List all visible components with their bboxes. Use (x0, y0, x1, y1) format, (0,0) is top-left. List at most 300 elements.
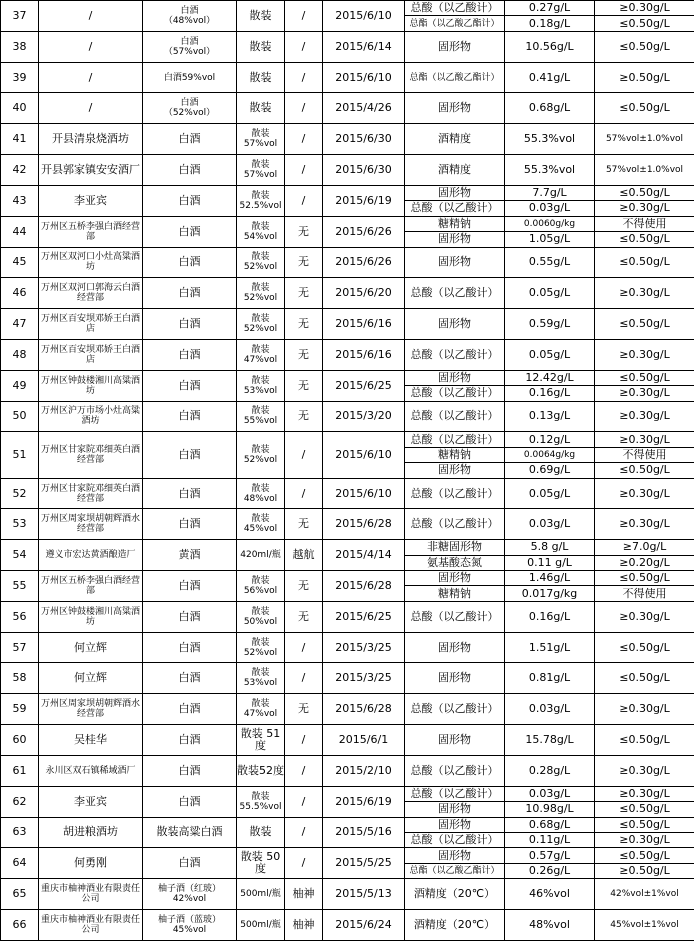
test-item-cell: 总酸（以乙酸计） (405, 432, 505, 447)
brand-name-cell: 无 (285, 339, 323, 370)
test-item-cell: 总酸（以乙酸计） (405, 755, 505, 786)
table-row (1, 694, 694, 725)
test-result-cell: 0.26g/L (505, 863, 595, 878)
table-row (1, 879, 694, 910)
test-result-cell: 5.8 g/L (505, 540, 595, 555)
test-standard-cell: 45%vol±1%vol (595, 909, 694, 940)
test-standard-cell: ≥0.30g/L (595, 339, 694, 370)
test-item-cell: 总酸（以乙酸计） (405, 478, 505, 509)
row-number-cell: 64 (1, 848, 39, 879)
row-number-cell: 39 (1, 62, 39, 93)
product-spec-cell: 散装52度 (237, 755, 285, 786)
test-item-cell: 固形物 (405, 802, 505, 817)
product-name-cell: 白酒 (143, 432, 237, 478)
row-number-cell: 38 (1, 31, 39, 62)
test-standard-cell: ≤0.50g/L (595, 725, 694, 756)
test-standard-cell: ≤0.50g/L (595, 370, 694, 385)
test-item-cell: 固形物 (405, 93, 505, 124)
test-standard-cell: ≤0.50g/L (595, 93, 694, 124)
test-standard-cell: ≥0.20g/L (595, 555, 694, 570)
test-item-cell: 固形物 (405, 370, 505, 385)
table-row (1, 540, 694, 555)
company-name-cell: 万州区甘家院邓细英白酒经营部 (39, 432, 143, 478)
table-row (1, 309, 694, 340)
product-name-cell: 柚子酒（蓝玻）45%vol (143, 909, 237, 940)
test-result-cell: 48%vol (505, 909, 595, 940)
product-name-cell: 白酒 (143, 848, 237, 879)
brand-name-cell: 无 (285, 278, 323, 309)
brand-name-cell: / (285, 155, 323, 186)
row-number-cell: 45 (1, 247, 39, 278)
test-result-cell: 0.03g/L (505, 201, 595, 216)
test-item-cell: 总酸（以乙酸计） (405, 339, 505, 370)
test-standard-cell: ≤0.50g/L (595, 663, 694, 694)
product-name-cell: 白酒 （52%vol） (143, 93, 237, 124)
test-result-cell: 0.11g/L (505, 832, 595, 847)
test-item-cell: 总酸（以乙酸计） (405, 401, 505, 432)
row-number-cell: 56 (1, 601, 39, 632)
brand-name-cell: / (285, 663, 323, 694)
company-name-cell: 万州区双河口郭海云白酒经营部 (39, 278, 143, 309)
production-date-cell: 2015/6/28 (323, 571, 405, 602)
table-row (1, 278, 694, 309)
production-date-cell: 2015/4/26 (323, 93, 405, 124)
test-standard-cell: ≥0.30g/L (595, 278, 694, 309)
test-result-cell: 0.11 g/L (505, 555, 595, 570)
row-number-cell: 57 (1, 632, 39, 663)
table-row (1, 124, 694, 155)
product-name-cell: 白酒 (143, 663, 237, 694)
test-item-cell: 总酸（以乙酸计） (405, 786, 505, 801)
brand-name-cell: / (285, 786, 323, 817)
test-result-cell: 15.78g/L (505, 725, 595, 756)
test-result-cell: 0.68g/L (505, 817, 595, 832)
brand-name-cell: 无 (285, 216, 323, 247)
test-standard-cell: ≥0.50g/L (595, 863, 694, 878)
product-spec-cell: 散装 (237, 31, 285, 62)
product-spec-cell: 散装 52%vol (237, 278, 285, 309)
test-result-cell: 46%vol (505, 879, 595, 910)
row-number-cell: 47 (1, 309, 39, 340)
table-row (1, 848, 694, 863)
product-spec-cell: 散装 50%vol (237, 601, 285, 632)
product-spec-cell: 散装 (237, 1, 285, 32)
test-item-cell: 总酸（以乙酸计） (405, 278, 505, 309)
product-name-cell: 白酒59%vol (143, 62, 237, 93)
test-result-cell: 0.41g/L (505, 62, 595, 93)
table-row (1, 155, 694, 186)
test-item-cell: 总酸（以乙酸计） (405, 832, 505, 847)
product-name-cell: 白酒 (143, 601, 237, 632)
table-row (1, 401, 694, 432)
test-item-cell: 氨基酸态氮 (405, 555, 505, 570)
product-name-cell: 白酒 (143, 339, 237, 370)
production-date-cell: 2015/6/16 (323, 309, 405, 340)
test-standard-cell: 57%vol±1.0%vol (595, 124, 694, 155)
row-number-cell: 65 (1, 879, 39, 910)
table-row (1, 478, 694, 509)
production-date-cell: 2015/5/13 (323, 879, 405, 910)
product-name-cell: 柚子酒（红玻）42%vol (143, 879, 237, 910)
brand-name-cell: / (285, 755, 323, 786)
product-name-cell: 白酒 (143, 755, 237, 786)
row-number-cell: 55 (1, 571, 39, 602)
test-result-cell: 0.55g/L (505, 247, 595, 278)
test-item-cell: 固形物 (405, 725, 505, 756)
test-standard-cell: ≤0.50g/L (595, 802, 694, 817)
company-name-cell: / (39, 31, 143, 62)
brand-name-cell: / (285, 817, 323, 848)
table-row (1, 571, 694, 586)
product-spec-cell: 散装 48%vol (237, 478, 285, 509)
product-name-cell: 白酒 （48%vol） (143, 1, 237, 32)
test-standard-cell: ≥0.30g/L (595, 432, 694, 447)
product-name-cell: 白酒 (143, 509, 237, 540)
brand-name-cell: 无 (285, 694, 323, 725)
test-standard-cell: ≥0.30g/L (595, 755, 694, 786)
row-number-cell: 52 (1, 478, 39, 509)
table-row (1, 185, 694, 200)
test-item-cell: 非糖固形物 (405, 540, 505, 555)
test-item-cell: 糖精钠 (405, 447, 505, 462)
production-date-cell: 2015/3/25 (323, 632, 405, 663)
table-body (1, 1, 694, 941)
product-spec-cell: 散装 56%vol (237, 571, 285, 602)
test-item-cell: 总酯（以乙酸乙酯计） (405, 16, 505, 31)
product-name-cell: 白酒 (143, 155, 237, 186)
brand-name-cell: / (285, 848, 323, 879)
production-date-cell: 2015/5/25 (323, 848, 405, 879)
test-standard-cell: ≤0.50g/L (595, 247, 694, 278)
table-row (1, 216, 694, 231)
company-name-cell: 万州区沪万市场小灶高粱酒坊 (39, 401, 143, 432)
test-standard-cell: ≥0.30g/L (595, 509, 694, 540)
test-item-cell: 总酸（以乙酸计） (405, 201, 505, 216)
test-result-cell: 55.3%vol (505, 124, 595, 155)
row-number-cell: 46 (1, 278, 39, 309)
product-spec-cell: 散装 55.5%vol (237, 786, 285, 817)
test-item-cell: 固形物 (405, 232, 505, 247)
production-date-cell: 2015/6/28 (323, 509, 405, 540)
row-number-cell: 54 (1, 540, 39, 571)
product-name-cell: 白酒 (143, 401, 237, 432)
row-number-cell: 41 (1, 124, 39, 155)
table-row (1, 432, 694, 447)
test-standard-cell: ≥7.0g/L (595, 540, 694, 555)
test-item-cell: 总酸（以乙酸计） (405, 386, 505, 401)
product-name-cell: 白酒 (143, 278, 237, 309)
test-standard-cell: ≤0.50g/L (595, 232, 694, 247)
company-name-cell: 何立辉 (39, 663, 143, 694)
brand-name-cell: / (285, 1, 323, 32)
row-number-cell: 53 (1, 509, 39, 540)
product-spec-cell: 散装 52%vol (237, 632, 285, 663)
company-name-cell: 重庆市柚神酒业有限责任公司 (39, 879, 143, 910)
company-name-cell: 万州区百安坝邓娇王白酒店 (39, 339, 143, 370)
row-number-cell: 42 (1, 155, 39, 186)
production-date-cell: 2015/6/24 (323, 909, 405, 940)
table-row (1, 93, 694, 124)
test-standard-cell: ≥0.30g/L (595, 386, 694, 401)
company-name-cell: 李亚宾 (39, 786, 143, 817)
test-standard-cell: ≤0.50g/L (595, 463, 694, 478)
row-number-cell: 43 (1, 185, 39, 216)
test-standard-cell: 不得使用 (595, 447, 694, 462)
product-name-cell: 黄酒 (143, 540, 237, 571)
test-item-cell: 固形物 (405, 571, 505, 586)
product-spec-cell: 500ml/瓶 (237, 879, 285, 910)
company-name-cell: 万州区周家坝胡朝辉酒水经营部 (39, 509, 143, 540)
test-standard-cell: ≥0.30g/L (595, 832, 694, 847)
test-item-cell: 总酯（以乙酸乙酯计） (405, 863, 505, 878)
table-row (1, 632, 694, 663)
company-name-cell: 万州区甘家院邓细英白酒经营部 (39, 478, 143, 509)
product-name-cell: 白酒 （57%vol） (143, 31, 237, 62)
company-name-cell: 遵义市宏达黄酒酿造厂 (39, 540, 143, 571)
brand-name-cell: 无 (285, 247, 323, 278)
brand-name-cell: / (285, 185, 323, 216)
row-number-cell: 50 (1, 401, 39, 432)
test-result-cell: 0.0064g/kg (505, 447, 595, 462)
row-number-cell: 58 (1, 663, 39, 694)
company-name-cell: 万州区钟鼓楼湘川高粱酒坊 (39, 601, 143, 632)
test-standard-cell: ≤0.50g/L (595, 31, 694, 62)
test-standard-cell: 57%vol±1.0%vol (595, 155, 694, 186)
test-result-cell: 0.16g/L (505, 601, 595, 632)
test-standard-cell: ≤0.50g/L (595, 848, 694, 863)
product-spec-cell: 散装 57%vol (237, 124, 285, 155)
company-name-cell: / (39, 62, 143, 93)
test-result-cell: 0.81g/L (505, 663, 595, 694)
brand-name-cell: 柚神 (285, 909, 323, 940)
table-row (1, 786, 694, 801)
production-date-cell: 2015/6/28 (323, 694, 405, 725)
product-name-cell: 白酒 (143, 694, 237, 725)
table-row (1, 509, 694, 540)
test-result-cell: 10.56g/L (505, 31, 595, 62)
test-standard-cell: 不得使用 (595, 216, 694, 231)
product-name-cell: 散装高粱白酒 (143, 817, 237, 848)
table-row (1, 601, 694, 632)
company-name-cell: 开县清泉烧酒坊 (39, 124, 143, 155)
test-result-cell: 0.12g/L (505, 432, 595, 447)
test-standard-cell: ≥0.30g/L (595, 201, 694, 216)
production-date-cell: 2015/6/10 (323, 478, 405, 509)
row-number-cell: 48 (1, 339, 39, 370)
production-date-cell: 2015/6/19 (323, 786, 405, 817)
company-name-cell: 万州区百安坝邓娇王白酒店 (39, 309, 143, 340)
row-number-cell: 63 (1, 817, 39, 848)
test-standard-cell: ≤0.50g/L (595, 185, 694, 200)
test-item-cell: 糖精钠 (405, 216, 505, 231)
test-item-cell: 总酸（以乙酸计） (405, 509, 505, 540)
test-result-cell: 0.05g/L (505, 339, 595, 370)
brand-name-cell: 无 (285, 370, 323, 401)
test-standard-cell: ≥0.30g/L (595, 1, 694, 16)
table-row (1, 725, 694, 756)
product-spec-cell: 散装 53%vol (237, 370, 285, 401)
table-row (1, 1, 694, 16)
test-standard-cell: ≤0.50g/L (595, 571, 694, 586)
product-spec-cell: 420ml/瓶 (237, 540, 285, 571)
test-standard-cell: ≥0.50g/L (595, 62, 694, 93)
test-standard-cell: ≤0.50g/L (595, 16, 694, 31)
test-result-cell: 0.27g/L (505, 1, 595, 16)
test-result-cell: 0.017g/kg (505, 586, 595, 601)
company-name-cell: 万州区钟鼓楼湘川高粱酒坊 (39, 370, 143, 401)
product-name-cell: 白酒 (143, 478, 237, 509)
product-name-cell: 白酒 (143, 786, 237, 817)
production-date-cell: 2015/6/1 (323, 725, 405, 756)
production-date-cell: 2015/6/30 (323, 155, 405, 186)
test-item-cell: 总酸（以乙酸计） (405, 694, 505, 725)
test-item-cell: 总酸（以乙酸计） (405, 1, 505, 16)
test-standard-cell: ≤0.50g/L (595, 632, 694, 663)
brand-name-cell: / (285, 725, 323, 756)
test-result-cell: 55.3%vol (505, 155, 595, 186)
product-spec-cell: 散装 52%vol (237, 309, 285, 340)
production-date-cell: 2015/6/10 (323, 432, 405, 478)
product-name-cell: 白酒 (143, 370, 237, 401)
product-name-cell: 白酒 (143, 725, 237, 756)
production-date-cell: 2015/2/10 (323, 755, 405, 786)
product-spec-cell: 散装 50度 (237, 848, 285, 879)
row-number-cell: 61 (1, 755, 39, 786)
company-name-cell: 何立辉 (39, 632, 143, 663)
company-name-cell: 万州区五桥李强白酒经营部 (39, 571, 143, 602)
production-date-cell: 2015/6/14 (323, 31, 405, 62)
test-result-cell: 0.68g/L (505, 93, 595, 124)
brand-name-cell: 无 (285, 571, 323, 602)
test-item-cell: 固形物 (405, 632, 505, 663)
test-result-cell: 0.03g/L (505, 786, 595, 801)
brand-name-cell: / (285, 93, 323, 124)
test-result-cell: 1.51g/L (505, 632, 595, 663)
test-result-cell: 0.05g/L (505, 278, 595, 309)
table-row (1, 339, 694, 370)
production-date-cell: 2015/6/19 (323, 185, 405, 216)
company-name-cell: 永川区双石镇稀域酒厂 (39, 755, 143, 786)
test-result-cell: 0.69g/L (505, 463, 595, 478)
company-name-cell: 何勇刚 (39, 848, 143, 879)
table-row (1, 247, 694, 278)
brand-name-cell: 越航 (285, 540, 323, 571)
product-spec-cell: 散装 54%vol (237, 216, 285, 247)
production-date-cell: 2015/6/16 (323, 339, 405, 370)
brand-name-cell: 无 (285, 601, 323, 632)
production-date-cell: 2015/4/14 (323, 540, 405, 571)
production-date-cell: 2015/6/10 (323, 1, 405, 32)
row-number-cell: 44 (1, 216, 39, 247)
test-result-cell: 0.18g/L (505, 16, 595, 31)
test-item-cell: 固形物 (405, 817, 505, 832)
product-spec-cell: 散装 52%vol (237, 247, 285, 278)
product-spec-cell: 散装 47%vol (237, 339, 285, 370)
company-name-cell: 万州区五桥李强白酒经营部 (39, 216, 143, 247)
row-number-cell: 40 (1, 93, 39, 124)
product-name-cell: 白酒 (143, 309, 237, 340)
production-date-cell: 2015/6/25 (323, 370, 405, 401)
product-name-cell: 白酒 (143, 632, 237, 663)
company-name-cell: 胡进粮酒坊 (39, 817, 143, 848)
test-item-cell: 总酸（以乙酸计） (405, 601, 505, 632)
company-name-cell: / (39, 1, 143, 32)
table-row (1, 755, 694, 786)
production-date-cell: 2015/3/20 (323, 401, 405, 432)
product-spec-cell: 散装 55%vol (237, 401, 285, 432)
product-name-cell: 白酒 (143, 571, 237, 602)
company-name-cell: 万州区双河口小灶高粱酒坊 (39, 247, 143, 278)
test-result-cell: 0.05g/L (505, 478, 595, 509)
test-result-cell: 0.57g/L (505, 848, 595, 863)
test-result-cell: 1.46g/L (505, 571, 595, 586)
test-result-cell: 0.03g/L (505, 694, 595, 725)
test-result-cell: 0.03g/L (505, 509, 595, 540)
product-spec-cell: 散装 57%vol (237, 155, 285, 186)
row-number-cell: 51 (1, 432, 39, 478)
test-result-cell: 0.16g/L (505, 386, 595, 401)
row-number-cell: 66 (1, 909, 39, 940)
product-spec-cell: 散装 (237, 62, 285, 93)
test-item-cell: 固形物 (405, 31, 505, 62)
product-spec-cell: 散装 45%vol (237, 509, 285, 540)
test-result-cell: 0.59g/L (505, 309, 595, 340)
row-number-cell: 60 (1, 725, 39, 756)
brand-name-cell: / (285, 632, 323, 663)
test-item-cell: 酒精度 (405, 155, 505, 186)
test-item-cell: 酒精度 (405, 124, 505, 155)
production-date-cell: 2015/6/26 (323, 216, 405, 247)
brand-name-cell: / (285, 62, 323, 93)
company-name-cell: 重庆市柚神酒业有限责任公司 (39, 909, 143, 940)
test-item-cell: 固形物 (405, 463, 505, 478)
brand-name-cell: / (285, 478, 323, 509)
product-spec-cell: 散装 (237, 817, 285, 848)
test-result-cell: 0.13g/L (505, 401, 595, 432)
product-spec-cell: 散装 51度 (237, 725, 285, 756)
test-item-cell: 糖精钠 (405, 586, 505, 601)
product-spec-cell: 散装 53%vol (237, 663, 285, 694)
brand-name-cell: 无 (285, 309, 323, 340)
test-standard-cell: 不得使用 (595, 586, 694, 601)
company-name-cell: 吴桂华 (39, 725, 143, 756)
test-item-cell: 固形物 (405, 309, 505, 340)
test-result-cell: 10.98g/L (505, 802, 595, 817)
test-item-cell: 固形物 (405, 185, 505, 200)
row-number-cell: 49 (1, 370, 39, 401)
brand-name-cell: / (285, 432, 323, 478)
row-number-cell: 59 (1, 694, 39, 725)
brand-name-cell: / (285, 31, 323, 62)
test-standard-cell: ≥0.30g/L (595, 478, 694, 509)
test-standard-cell: ≤0.50g/L (595, 817, 694, 832)
company-name-cell: 万州区周家坝胡朝辉酒水经营部 (39, 694, 143, 725)
table-row (1, 62, 694, 93)
table-row (1, 663, 694, 694)
brand-name-cell: 柚神 (285, 879, 323, 910)
row-number-cell: 37 (1, 1, 39, 32)
test-result-cell: 1.05g/L (505, 232, 595, 247)
product-spec-cell: 散装 52%vol (237, 432, 285, 478)
product-name-cell: 白酒 (143, 185, 237, 216)
table-row (1, 817, 694, 832)
product-spec-cell: 散装 47%vol (237, 694, 285, 725)
production-date-cell: 2015/5/16 (323, 817, 405, 848)
test-item-cell: 固形物 (405, 247, 505, 278)
production-date-cell: 2015/6/20 (323, 278, 405, 309)
production-date-cell: 2015/6/30 (323, 124, 405, 155)
production-date-cell: 2015/6/25 (323, 601, 405, 632)
